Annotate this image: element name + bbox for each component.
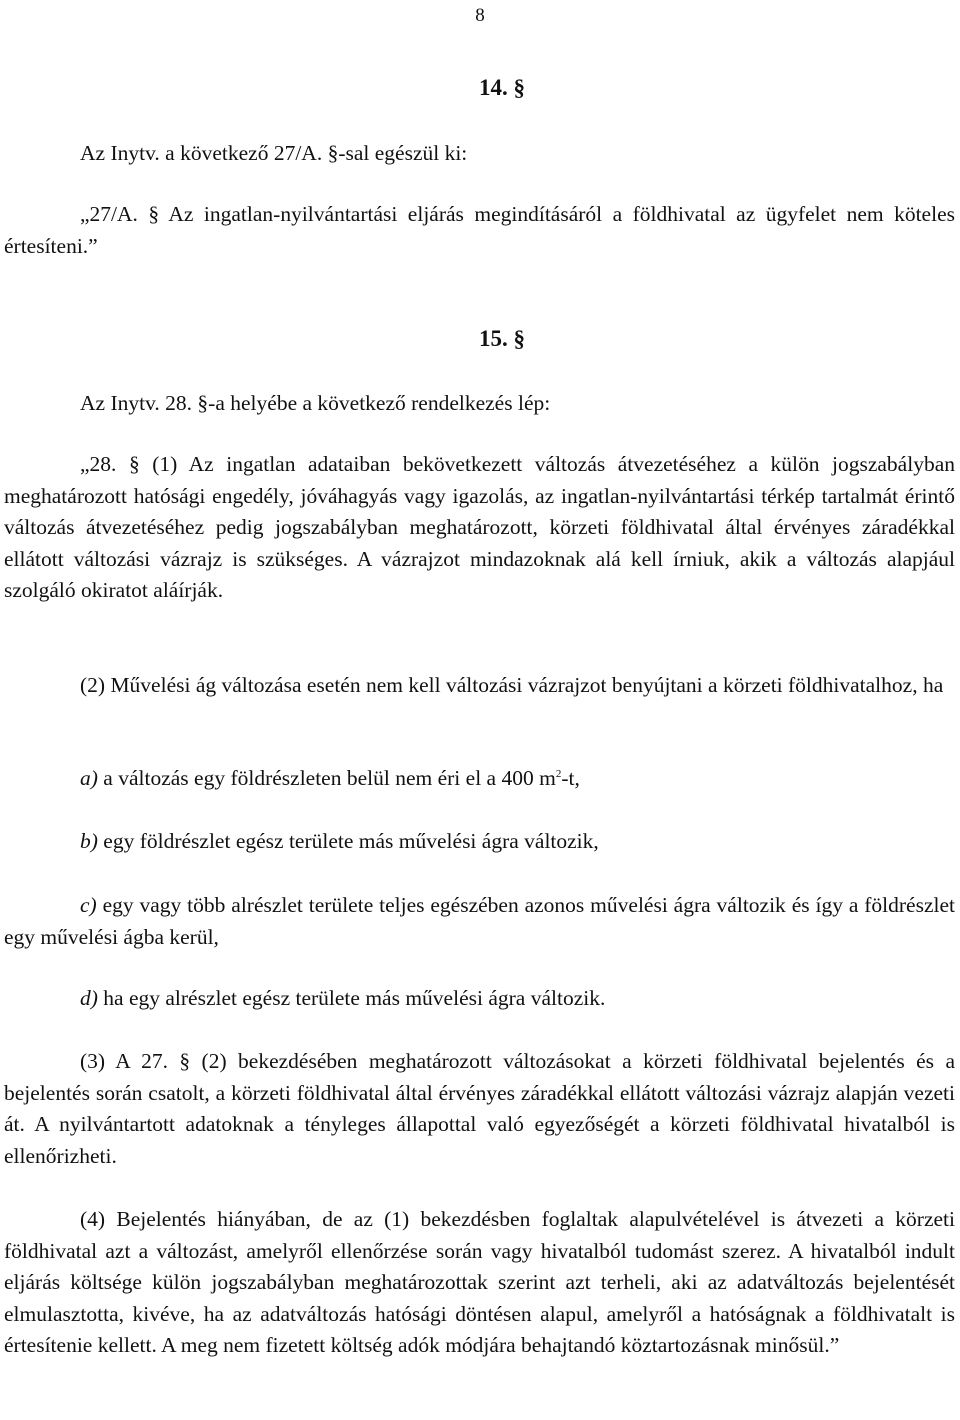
list-item-a bbox=[4, 763, 955, 795]
item-text: ha egy alrészlet egész területe más művelési ágra változik. bbox=[97, 986, 606, 1010]
item-letter: a) bbox=[80, 766, 98, 790]
section-title-14: 14. § bbox=[479, 75, 525, 100]
list-item-b bbox=[4, 826, 955, 858]
paragraph-2: (2) Művelési ág változása esetén nem kell változási vázrajzot benyújtani a körzeti földhivatalhoz, ha bbox=[80, 673, 944, 697]
item-letter: b) bbox=[80, 829, 98, 853]
paragraph-1: „28. § (1) Az ingatlan adataiban bekövetkezett változás átvezetéséhez a külön jogszabályban meghatározott hatósági engedély, jóváhagyás vagy igazolás, az ingatlan-nyilvántartási térkép tartalmát érintő változás átvezetéséhez pedig jogszabályban meghatározott, körzeti földhivatal által érvényes záradékkal ellátott változási vázrajz is szükséges. A vázrajzot mindazoknak alá kell írniuk, akik a változás alapjául szolgáló okiratot aláírják. bbox=[4, 452, 955, 602]
section-15-intro: Az Inytv. 28. §-a helyébe a következő rendelkezés lép: bbox=[80, 391, 551, 415]
item-text: egy vagy több alrészlet területe teljes egészében azonos művelési ágra változik és így a földrészlet egy művelési ágba kerül, bbox=[4, 893, 955, 949]
item-text: egy földrészlet egész területe más művelési ágra változik, bbox=[97, 829, 599, 853]
superscript: 2 bbox=[555, 767, 562, 780]
page-number: 8 bbox=[475, 5, 485, 26]
section-title-15: 15. § bbox=[479, 326, 525, 351]
item-letter: c) bbox=[80, 893, 97, 917]
paragraph-4: (4) Bejelentés hiányában, de az (1) bekezdésben foglaltak alapulvételével is átvezeti a körzeti földhivatal azt a változást, amelyről ellenőrzése során vagy hivatalból tudomást szerez. A hivatalból indult eljárás költsége külön jogszabályban meghatározottak szerint azt terheli, aki az adatváltozás bejelentését elmulasztotta, kivéve, ha az adatváltozás hatósági döntésen alapul, amelyről a hatóságnak a földhivatalt is értesítenie kellett. A meg nem fizetett költség adók módjára behajtandó köztartozásnak minősül.” bbox=[4, 1207, 955, 1357]
list-item-d bbox=[4, 983, 955, 1015]
section-14-text: „27/A. § Az ingatlan-nyilvántartási eljárás megindításáról a földhivatal az ügyfelet nem köteles értesíteni.” bbox=[4, 202, 955, 258]
paragraph-3: (3) A 27. § (2) bekezdésében meghatározott változásokat a körzeti földhivatal bejelentés és a bejelentés során csatolt, a körzeti földhivatal által érvényes záradékkal ellátott változási vázrajz alapján vezeti át. A nyilvántartott adatoknak a tényleges állapottal való egyezőségét a körzeti földhivatal hivatalból is ellenőrizheti. bbox=[4, 1049, 955, 1168]
list-item-c bbox=[4, 890, 955, 953]
item-tail: -t, bbox=[561, 766, 580, 790]
section-14-intro: Az Inytv. a következő 27/A. §-sal egészül ki: bbox=[80, 141, 468, 165]
item-text: a változás egy földrészleten belül nem éri el a 400 m bbox=[97, 766, 556, 790]
item-letter: d) bbox=[80, 986, 98, 1010]
